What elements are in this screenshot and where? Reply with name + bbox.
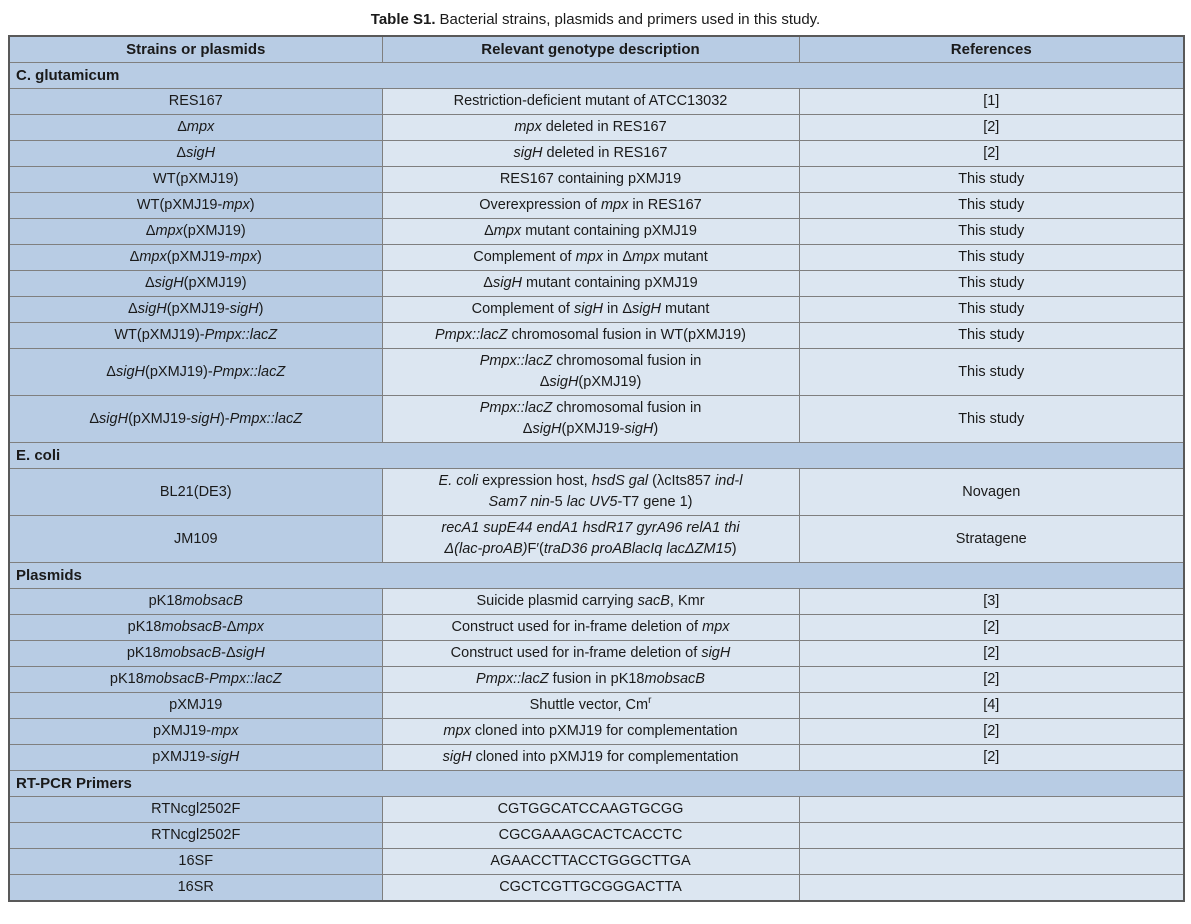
table-row xyxy=(9,516,1184,563)
table-row xyxy=(9,719,1184,745)
table-caption-text: Bacterial strains, plasmids and primers used in this study. xyxy=(439,11,821,28)
table-row xyxy=(9,271,1184,297)
reference-cell: [2] xyxy=(799,667,1184,693)
genotype-description-cell: Restriction-deficient mutant of ATCC13032 xyxy=(382,89,799,115)
strain-or-plasmid-cell: ΔsigH xyxy=(9,141,382,167)
strain-or-plasmid-cell: WT(pXMJ19)-Pmpx::lacZ xyxy=(9,323,382,349)
genotype-description-cell: Shuttle vector, Cm$^r$ xyxy=(382,693,799,719)
table-row xyxy=(9,615,1184,641)
strain-or-plasmid-cell: ΔsigH(pXMJ19)-Pmpx::lacZ xyxy=(9,349,382,396)
strain-or-plasmid-cell: RTNcgl2502F xyxy=(9,797,382,823)
reference-cell: [2] xyxy=(799,641,1184,667)
genotype-description-cell: sigH deleted in RES167 xyxy=(382,141,799,167)
reference-cell: [2] xyxy=(799,115,1184,141)
table-row xyxy=(9,89,1184,115)
genotype-description-cell: RES167 containing pXMJ19 xyxy=(382,167,799,193)
strain-or-plasmid-cell: ΔsigH(pXMJ19) xyxy=(9,271,382,297)
genotype-description-cell: Construct used for in-frame deletion of sigH xyxy=(382,641,799,667)
strains-plasmids-table xyxy=(8,35,1185,902)
reference-cell: [2] xyxy=(799,745,1184,771)
genotype-description-cell: recA1 supE44 endA1 hsdR17 gyrA96 relA1 thi Δ(lac-proAB)F′(traD36 proABlacIq lacΔZM15) xyxy=(382,516,799,563)
genotype-description-cell: Pmpx::lacZ chromosomal fusion in WT(pXMJ19) xyxy=(382,323,799,349)
genotype-description-cell: Pmpx::lacZ fusion in pK18mobsacB xyxy=(382,667,799,693)
reference-cell: [2] xyxy=(799,615,1184,641)
section-row xyxy=(9,443,1184,469)
strain-or-plasmid-cell: pK18mobsacB xyxy=(9,589,382,615)
section-header: Plasmids xyxy=(9,563,1184,589)
table-row xyxy=(9,745,1184,771)
table-row xyxy=(9,875,1184,902)
section-row xyxy=(9,771,1184,797)
reference-cell: This study xyxy=(799,271,1184,297)
reference-cell: Novagen xyxy=(799,469,1184,516)
reference-cell: This study xyxy=(799,245,1184,271)
table-row xyxy=(9,823,1184,849)
table-row xyxy=(9,797,1184,823)
reference-cell: [2] xyxy=(799,141,1184,167)
table-caption-label: Table S1. xyxy=(370,11,436,28)
table-row xyxy=(9,693,1184,719)
table-row xyxy=(9,349,1184,396)
reference-cell: This study xyxy=(799,349,1184,396)
column-header-genotype-description: Relevant genotype description xyxy=(382,36,799,63)
table-row xyxy=(9,193,1184,219)
reference-cell: This study xyxy=(799,323,1184,349)
header-row xyxy=(9,36,1184,63)
strain-or-plasmid-cell: BL21(DE3) xyxy=(9,469,382,516)
table-row xyxy=(9,667,1184,693)
table-row xyxy=(9,297,1184,323)
reference-cell: This study xyxy=(799,167,1184,193)
genotype-description-cell: Overexpression of mpx in RES167 xyxy=(382,193,799,219)
table-row xyxy=(9,245,1184,271)
genotype-description-cell: CGCTCGTTGCGGGACTTA xyxy=(382,875,799,902)
reference-cell: [3] xyxy=(799,589,1184,615)
reference-cell xyxy=(799,823,1184,849)
table-row xyxy=(9,641,1184,667)
strain-or-plasmid-cell: pK18mobsacB-Δmpx xyxy=(9,615,382,641)
strain-or-plasmid-cell: ΔsigH(pXMJ19-sigH)-Pmpx::lacZ xyxy=(9,396,382,443)
strain-or-plasmid-cell: pXMJ19-mpx xyxy=(9,719,382,745)
section-row xyxy=(9,63,1184,89)
strain-or-plasmid-cell: WT(pXMJ19) xyxy=(9,167,382,193)
reference-cell xyxy=(799,797,1184,823)
strain-or-plasmid-cell: JM109 xyxy=(9,516,382,563)
table-row xyxy=(9,849,1184,875)
genotype-description-cell: Complement of sigH in ΔsigH mutant xyxy=(382,297,799,323)
table-row xyxy=(9,469,1184,516)
table-row xyxy=(9,141,1184,167)
genotype-description-cell: E. coli expression host, hsdS gal (λcIts857 ind-l Sam7 nin-5 lac UV5-T7 gene 1) xyxy=(382,469,799,516)
reference-cell xyxy=(799,875,1184,902)
strain-or-plasmid-cell: RES167 xyxy=(9,89,382,115)
strain-or-plasmid-cell: Δmpx(pXMJ19-mpx) xyxy=(9,245,382,271)
reference-cell: This study xyxy=(799,219,1184,245)
table-row xyxy=(9,219,1184,245)
reference-cell: This study xyxy=(799,297,1184,323)
table-body xyxy=(9,63,1184,902)
genotype-description-cell: Suicide plasmid carrying sacB, Kmr xyxy=(382,589,799,615)
strain-or-plasmid-cell: Δmpx(pXMJ19) xyxy=(9,219,382,245)
table-row xyxy=(9,589,1184,615)
genotype-description-cell: Complement of mpx in Δmpx mutant xyxy=(382,245,799,271)
genotype-description-cell: mpx cloned into pXMJ19 for complementation xyxy=(382,719,799,745)
genotype-description-cell: mpx deleted in RES167 xyxy=(382,115,799,141)
strain-or-plasmid-cell: Δmpx xyxy=(9,115,382,141)
reference-cell: [4] xyxy=(799,693,1184,719)
reference-cell: [2] xyxy=(799,719,1184,745)
strain-or-plasmid-cell: pXMJ19 xyxy=(9,693,382,719)
genotype-description-cell: Δmpx mutant containing pXMJ19 xyxy=(382,219,799,245)
genotype-description-cell: CGCGAAAGCACTCACCTC xyxy=(382,823,799,849)
column-header-references: References xyxy=(799,36,1184,63)
strain-or-plasmid-cell: pK18mobsacB-ΔsigH xyxy=(9,641,382,667)
section-header: RT-PCR Primers xyxy=(9,771,1184,797)
genotype-description-cell: AGAACCTTACCTGGGCTTGA xyxy=(382,849,799,875)
column-header-strains-or-plasmids: Strains or plasmids xyxy=(9,36,382,63)
table-row xyxy=(9,323,1184,349)
reference-cell: [1] xyxy=(799,89,1184,115)
section-header: C. glutamicum xyxy=(9,63,1184,89)
strain-or-plasmid-cell: 16SF xyxy=(9,849,382,875)
table-row xyxy=(9,167,1184,193)
strain-or-plasmid-cell: ΔsigH(pXMJ19-sigH) xyxy=(9,297,382,323)
section-header: E. coli xyxy=(9,443,1184,469)
reference-cell: This study xyxy=(799,193,1184,219)
genotype-description-cell: CGTGGCATCCAAGTGCGG xyxy=(382,797,799,823)
genotype-description-cell: Pmpx::lacZ chromosomal fusion in ΔsigH(pXMJ19-sigH) xyxy=(382,396,799,443)
genotype-description-cell: Pmpx::lacZ chromosomal fusion in ΔsigH(pXMJ19) xyxy=(382,349,799,396)
table-row xyxy=(9,115,1184,141)
reference-cell: Stratagene xyxy=(799,516,1184,563)
genotype-description-cell: Construct used for in-frame deletion of mpx xyxy=(382,615,799,641)
genotype-description-cell: ΔsigH mutant containing pXMJ19 xyxy=(382,271,799,297)
strain-or-plasmid-cell: pXMJ19-sigH xyxy=(9,745,382,771)
table-caption xyxy=(0,0,1191,35)
strain-or-plasmid-cell: pK18mobsacB-Pmpx::lacZ xyxy=(9,667,382,693)
reference-cell xyxy=(799,849,1184,875)
table-row xyxy=(9,396,1184,443)
genotype-description-cell: sigH cloned into pXMJ19 for complementation xyxy=(382,745,799,771)
strain-or-plasmid-cell: RTNcgl2502F xyxy=(9,823,382,849)
strain-or-plasmid-cell: 16SR xyxy=(9,875,382,902)
section-row xyxy=(9,563,1184,589)
strain-or-plasmid-cell: WT(pXMJ19-mpx) xyxy=(9,193,382,219)
reference-cell: This study xyxy=(799,396,1184,443)
